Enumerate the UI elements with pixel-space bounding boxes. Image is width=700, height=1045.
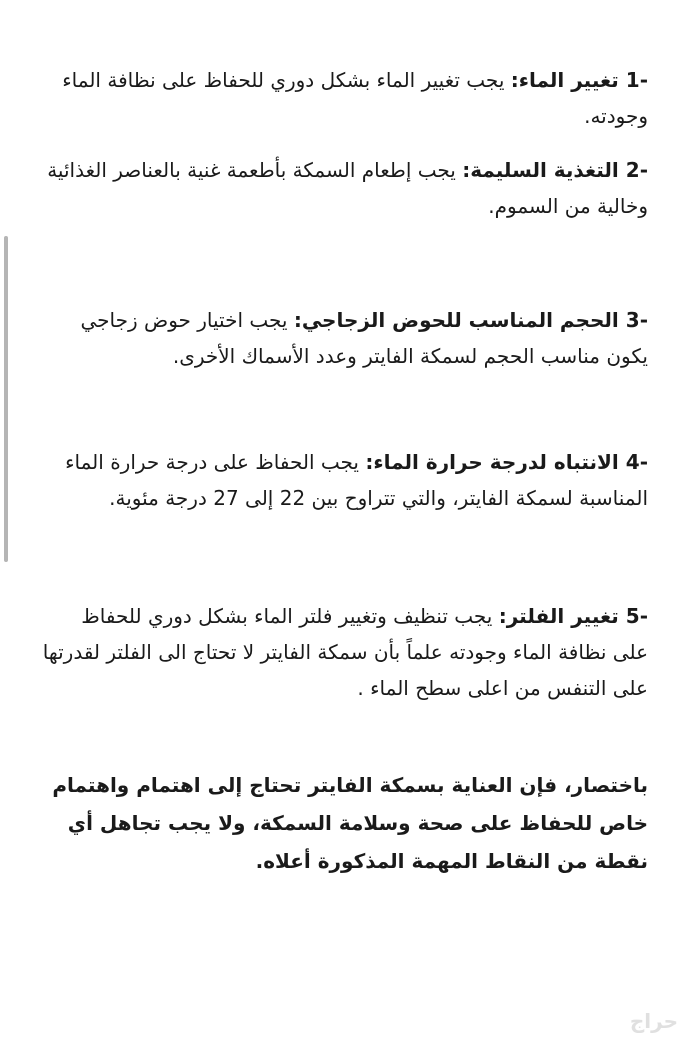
tip-3-heading (294, 308, 648, 332)
tip-4-title: الانتباه لدرجة حرارة الماء: (365, 450, 619, 474)
scrollbar[interactable] (4, 236, 8, 562)
tip-water-temperature (40, 444, 648, 516)
tip-3-number: -3 (625, 308, 648, 332)
tip-4-heading (365, 450, 648, 474)
tip-1-heading (511, 68, 648, 92)
tip-5-heading (499, 604, 648, 628)
tip-4-number: -4 (625, 450, 648, 474)
tip-tank-size (40, 302, 648, 374)
tip-5-title: تغيير الفلتر: (498, 604, 619, 628)
tip-2-text: يجب إطعام السمكة بأطعمة غنية بالعناصر الغذائية وخالية من السموم. (47, 158, 648, 218)
tip-proper-feeding (40, 152, 648, 224)
tip-5-text: يجب تنظيف وتغيير فلتر الماء بشكل دوري للحفاظ على نظافة الماء وجودته علماً بأن سمكة الفايتر لا تحتاج الى الفلتر لقدرتها على التنفس من اعلى سطح الماء . (42, 604, 648, 700)
tip-4-text: يجب الحفاظ على درجة حرارة الماء المناسبة لسمكة الفايتر، والتي تتراوح بين 22 إلى 27 درجة مئوية. (65, 450, 648, 510)
summary-paragraph: باختصار، فإن العناية بسمكة الفايتر تحتاج إلى اهتمام واهتمام خاص للحفاظ على صحة وسلامة السمكة، ولا يجب تجاهل أي نقطة من النقاط المهمة المذكورة أعلاه. (52, 773, 648, 873)
tip-5-number: -5 (625, 604, 648, 628)
tip-1-text: يجب تغيير الماء بشكل دوري للحفاظ على نظافة الماء وجودته. (62, 68, 648, 128)
tip-1-number: -1 (625, 68, 648, 92)
tip-3-text: يجب اختيار حوض زجاجي يكون مناسب الحجم لسمكة الفايتر وعدد الأسماك الأخرى. (80, 308, 648, 368)
article-body (40, 62, 648, 880)
tip-2-title: التغذية السليمة: (462, 158, 619, 182)
tip-3-title: الحجم المناسب للحوض الزجاجي: (293, 308, 619, 332)
tip-water-change (40, 62, 648, 134)
tip-2-number: -2 (625, 158, 648, 182)
tip-1-title: تغيير الماء: (510, 68, 619, 92)
haraj-watermark: حراج (629, 1009, 678, 1033)
tip-filter-change (40, 598, 648, 706)
tip-2-heading (462, 158, 648, 182)
